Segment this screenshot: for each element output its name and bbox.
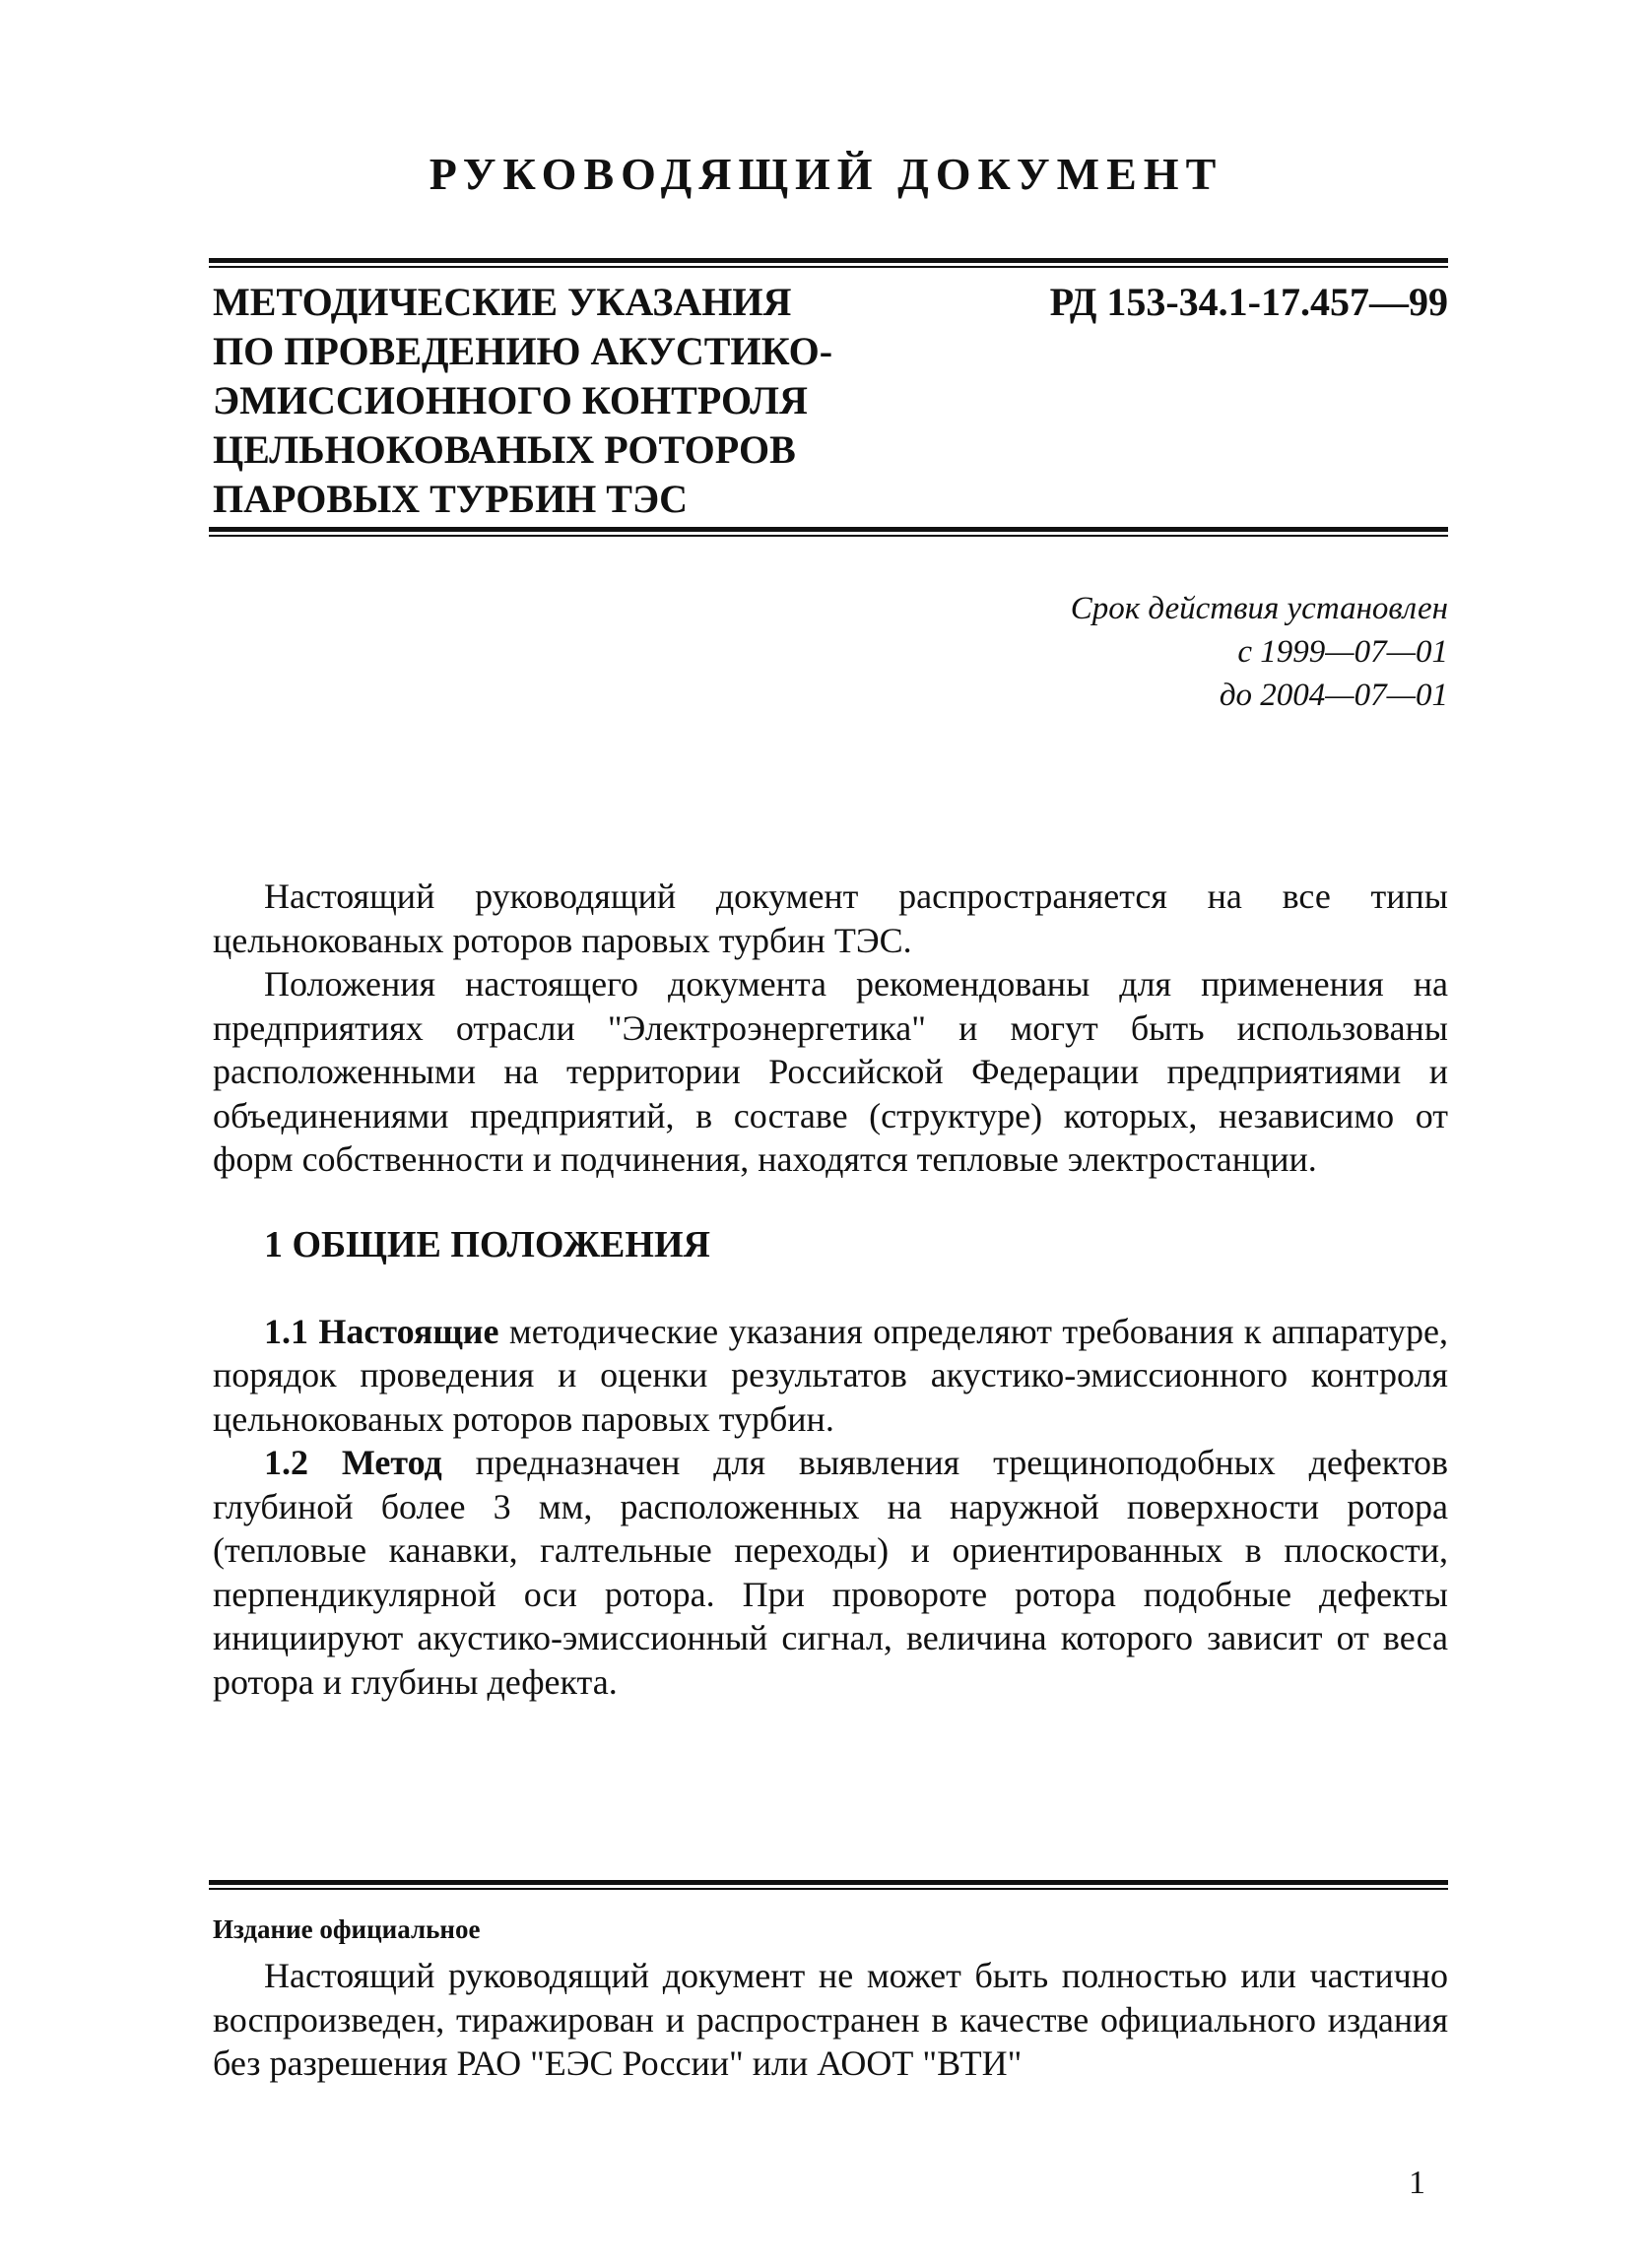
title-line: ПО ПРОВЕДЕНИЮ АКУСТИКО- [213,329,833,373]
title-line: ЦЕЛЬНОКОВАНЫХ РОТОРОВ [213,427,796,472]
title-line: ЭМИССИОННОГО КОНТРОЛЯ [213,378,808,422]
validity-label: Срок действия установлен [1070,591,1448,626]
validity-start: с 1999—07—01 [1237,634,1448,670]
intro-paragraph-scope: Настоящий руководящий документ распространяется на все типы цельнокованых роторов паровых турбин ТЭС. [213,876,1448,960]
double-rule-middle [209,527,1448,537]
document-code: РД 153-34.1-17.457—99 [1049,280,1448,324]
clause-1-2-text: предназначен для выявления трещиноподобных дефектов глубиной более 3 мм, расположенных на наружной поверхности ротора (тепловые канавки, галтельные переходы) и ориентированных в плоскости, перпендикулярной оси ротора. При провороте ротора подобные дефекты инициируют акустико-эмиссионный сигнал, величина которого зависит от веса ротора и глубины дефекта. [213,1443,1448,1702]
document-type-heading: РУКОВОДЯЩИЙ ДОКУМЕНТ [429,149,1223,199]
document-body [213,875,1448,1704]
title-line: МЕТОДИЧЕСКИЕ УКАЗАНИЯ [213,280,792,324]
title-line: ПАРОВЫХ ТУРБИН ТЭС [213,477,688,521]
double-rule-bottom [209,1880,1448,1890]
document-title [213,278,981,524]
clause-1-1-text: методические указания определяют требования к аппаратуре, порядок проведения и оценки результатов акустико-эмиссионного контроля цельнокованых роторов паровых турбин. [213,1311,1448,1439]
edition-label: Издание официальное [213,1914,481,1944]
validity-end: до 2004—07—01 [1219,678,1448,713]
section-heading-general: 1 ОБЩИЕ ПОЛОЖЕНИЯ [264,1223,710,1265]
clause-1-1-lead: 1.1 Настоящие [264,1311,499,1351]
clause-1-2 [213,1441,1448,1704]
clause-1-2-lead: 1.2 Метод [264,1443,442,1482]
footer-notice [213,1911,1448,2086]
double-rule-top [209,258,1448,268]
page-number: 1 [1409,2165,1425,2201]
validity-period [956,587,1448,717]
clause-1-1 [213,1310,1448,1442]
copyright-notice: Настоящий руководящий документ не может быть полностью или частично воспроизведен, тиражирован и распространен в качестве официального издания без разрешения РАО "ЕЭС России" или АООТ "ВТИ" [213,1956,1448,2083]
intro-paragraph-application: Положения настоящего документа рекомендованы для применения на предприятиях отрасли "Электроэнергетика" и могут быть использованы расположенными на территории Российской Федерации предприятиями и объединениями предприятий, в составе (структуре) которых, независимо от форм собственности и подчинения, находятся тепловые электростанции. [213,964,1448,1179]
